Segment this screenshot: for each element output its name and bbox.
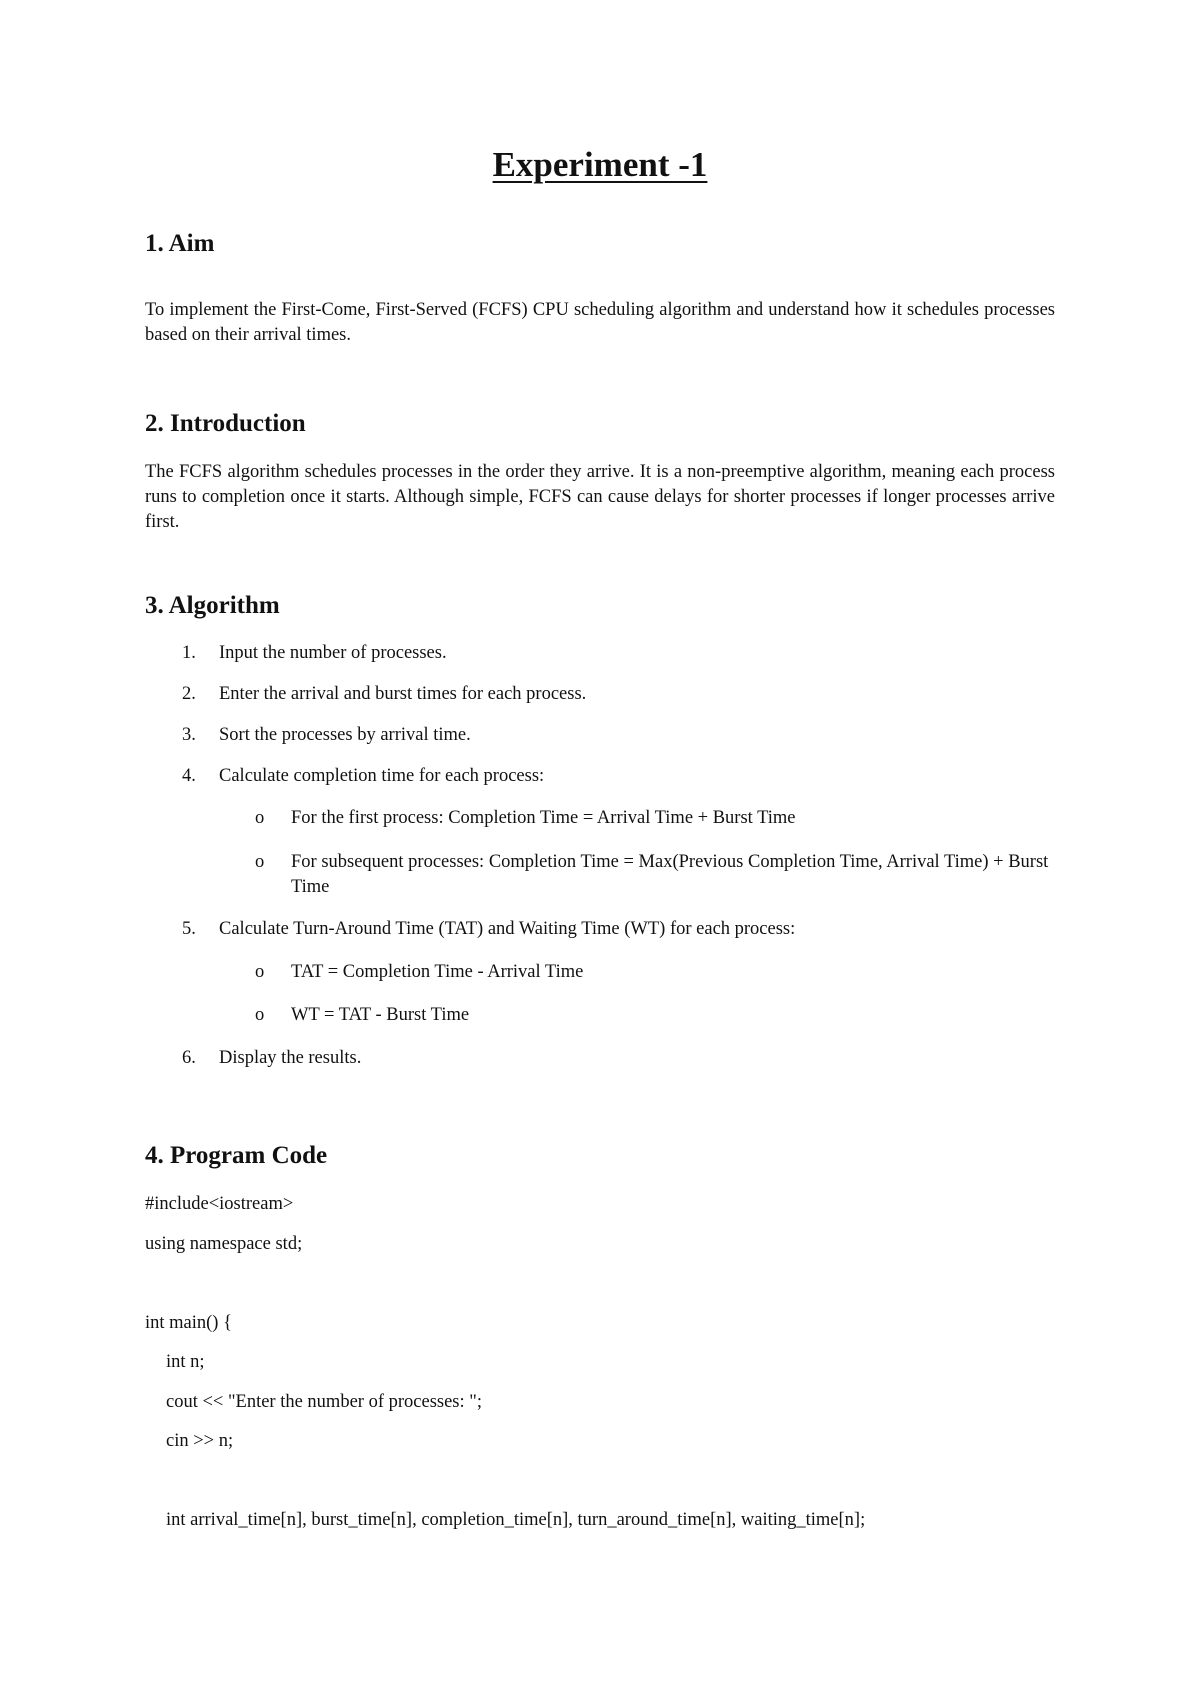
- step-text: Sort the processes by arrival time.: [219, 725, 471, 745]
- code-line: int main() {: [145, 1313, 232, 1333]
- bullet-marker: o: [255, 852, 265, 872]
- step-text: Input the number of processes.: [219, 643, 447, 663]
- step-text: Display the results.: [219, 1048, 362, 1068]
- aim-text: To implement the First-Come, First-Served (FCFS) CPU scheduling algorithm and understand how it schedules processes based on their arrival times.: [145, 300, 1055, 345]
- step-text: Enter the arrival and burst times for each process.: [219, 684, 587, 704]
- bullet-marker: o: [255, 962, 265, 982]
- code-line: int arrival_time[n], burst_time[n], completion_time[n], turn_around_time[n], waiting_time[n];: [166, 1510, 866, 1530]
- step-number: 1.: [182, 643, 196, 663]
- code-line: cout << "Enter the number of processes: ";: [166, 1392, 482, 1412]
- sub-step-text: TAT = Completion Time - Arrival Time: [291, 962, 584, 982]
- step-text: Calculate completion time for each process:: [219, 766, 545, 786]
- sub-step-text: For the first process: Completion Time = Arrival Time + Burst Time: [291, 808, 796, 828]
- introduction-heading: 2. Introduction: [145, 410, 306, 437]
- step-number: 3.: [182, 725, 196, 745]
- code-line: using namespace std;: [145, 1234, 303, 1254]
- aim-heading: 1. Aim: [145, 230, 215, 257]
- bullet-marker: o: [255, 808, 265, 828]
- sub-step-text: For subsequent processes: Completion Time = Max(Previous Completion Time, Arrival Time) + Burst Time: [291, 852, 1049, 897]
- program-code-heading: 4. Program Code: [145, 1142, 328, 1169]
- code-line: cin >> n;: [166, 1431, 234, 1451]
- code-line: int n;: [166, 1352, 205, 1372]
- step-number: 2.: [182, 684, 196, 704]
- code-line: #include<iostream>: [145, 1194, 294, 1214]
- algorithm-heading: 3. Algorithm: [145, 592, 280, 619]
- step-number: 4.: [182, 766, 196, 786]
- step-number: 5.: [182, 919, 196, 939]
- step-text: Calculate Turn-Around Time (TAT) and Waiting Time (WT) for each process:: [219, 919, 796, 939]
- bullet-marker: o: [255, 1005, 265, 1025]
- introduction-text: The FCFS algorithm schedules processes in the order they arrive. It is a non-preemptive algorithm, meaning each process runs to completion once it starts. Although simple, FCFS can cause delays for shorter processes if longer processes arrive first.: [145, 462, 1055, 532]
- step-number: 6.: [182, 1048, 196, 1068]
- sub-step-text: WT = TAT - Burst Time: [291, 1005, 470, 1025]
- document-title: Experiment -1: [492, 145, 708, 184]
